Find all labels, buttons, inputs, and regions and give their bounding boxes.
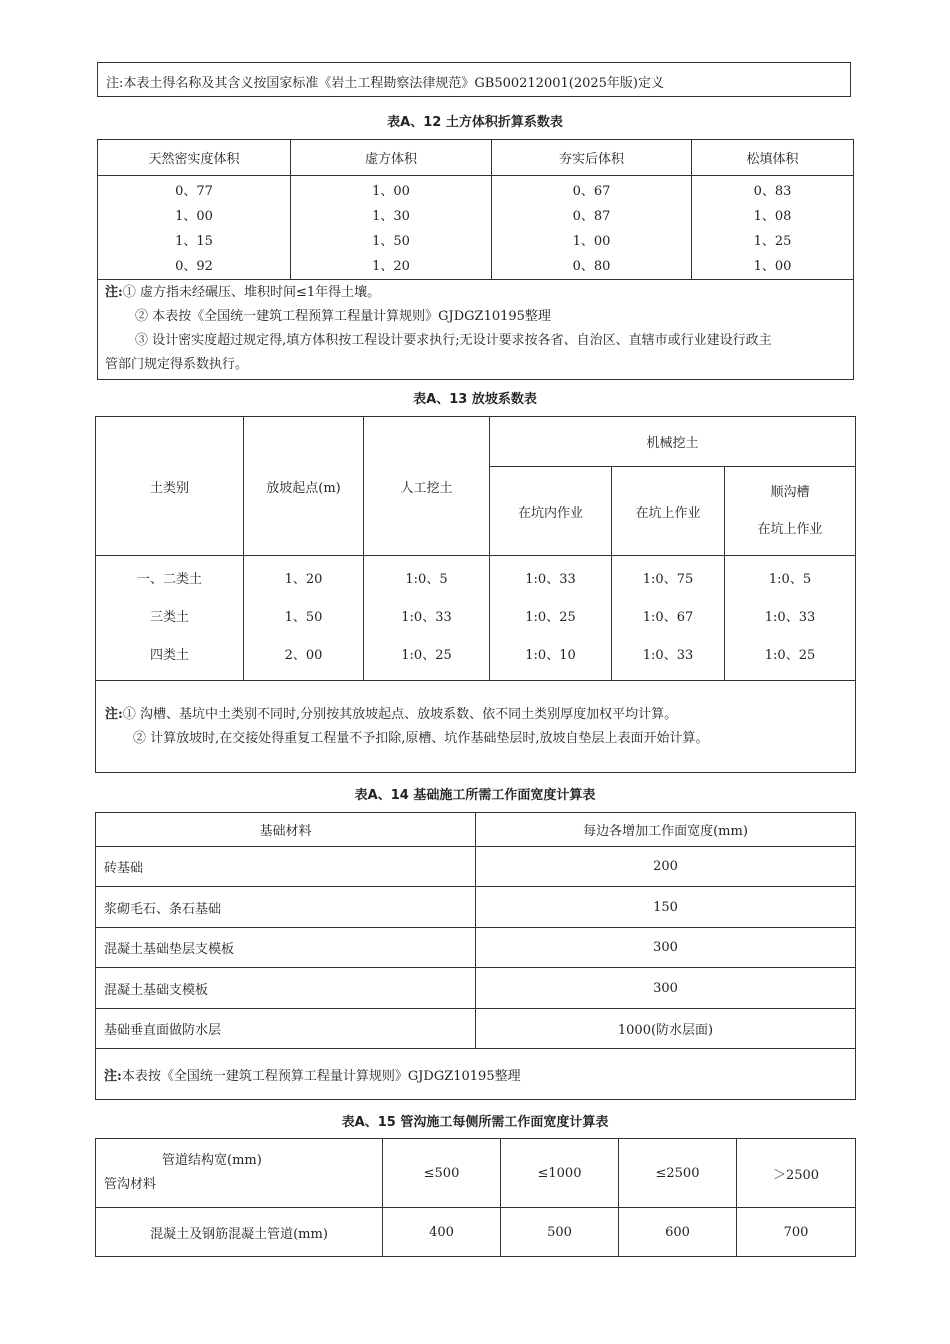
table-a14-caption: 表A、14 基础施工所需工作面宽度计算表	[354, 788, 596, 803]
data-cell: 1、25	[753, 234, 792, 249]
note-line: ② 计算放坡时,在交接处得重复工程量不予扣除,原槽、坑作基础垫层时,放坡自垫层上表面开始计算。	[133, 730, 709, 746]
data-cell: 1:0、33	[764, 610, 816, 625]
note-line: ③ 设计密实度超过规定得,填方体积按工程设计要求执行;无设计要求按各省、自治区、直辖市或行业建设行政主	[135, 333, 772, 348]
header-cell: ≤2500	[619, 1139, 737, 1208]
top-note-text: 注:本表土得名称及其含义按国家标准《岩土工程勘察法律规范》GB500212001(2025年版)定义	[106, 76, 664, 91]
data-cell: 三类土	[149, 610, 189, 625]
table-a15-caption: 表A、15 管沟施工每侧所需工作面宽度计算表	[341, 1115, 609, 1130]
header-manual-digging: 人工挖土	[364, 417, 490, 556]
header-cell: ≤1000	[501, 1139, 619, 1208]
note-line: 本表按《全国统一建筑工程预算工程量计算规则》GJDGZ10195整理	[121, 1068, 521, 1084]
data-cell: 1:0、33	[525, 572, 576, 587]
data-cell: 1:0、25	[401, 648, 452, 663]
data-column	[244, 556, 364, 681]
data-column	[492, 176, 692, 280]
note-label: 注:	[105, 285, 123, 300]
header-cell: 夯实后体积	[492, 140, 692, 176]
data-cell: 0、87	[572, 209, 611, 224]
table-a12	[97, 139, 854, 380]
data-cell: 0、77	[175, 184, 213, 199]
data-cell: 1、00	[753, 259, 792, 274]
data-column	[98, 176, 291, 280]
note-line: ① 沟槽、基坑中土类别不同时,分别按其放坡起点、放坡系数、依不同土类别厚度加权平均计算。	[122, 706, 678, 722]
note-line: ② 本表按《全国统一建筑工程预算工程量计算规则》GJDGZ10195整理	[135, 309, 551, 324]
header-line: 顺沟槽	[770, 485, 810, 500]
table-a13	[95, 416, 856, 773]
data-column	[612, 556, 725, 681]
data-cell: 1、15	[175, 234, 213, 249]
header-line: 在坑上作业	[757, 522, 823, 537]
width-cell: 300	[476, 968, 856, 1009]
header-cell: 松填体积	[692, 140, 854, 176]
data-cell: 1、20	[284, 572, 323, 587]
data-cell: 1:0、25	[525, 610, 576, 625]
data-cell: 1:0、75	[642, 572, 694, 587]
note-line: 管部门规定得系数执行。	[105, 357, 249, 372]
row-label: 混凝土及钢筋混凝土管道(mm)	[96, 1208, 383, 1257]
note-line: ① 虚方指未经碾压、堆积时间≤1年得土壤。	[122, 285, 381, 300]
header-cell: ＞2500	[737, 1139, 856, 1208]
data-cell: 1:0、5	[768, 572, 812, 587]
data-cell: 四类土	[149, 648, 189, 663]
data-cell: 1、50	[284, 610, 323, 625]
data-cell: 1:0、10	[525, 648, 576, 663]
header-diagonal-cell	[96, 1139, 383, 1208]
width-cell: 150	[476, 887, 856, 928]
header-on-pit: 在坑上作业	[612, 467, 725, 556]
header-cell: 每边各增加工作面宽度(mm)	[476, 813, 856, 847]
data-cell: 1:0、33	[401, 610, 452, 625]
data-column	[692, 176, 854, 280]
width-cell: 200	[476, 847, 856, 887]
data-cell: 400	[383, 1208, 501, 1257]
header-soil-type: 土类别	[96, 417, 244, 556]
data-cell: 1、30	[372, 209, 410, 224]
data-cell: 一、二类土	[136, 572, 202, 587]
data-cell: 1:0、33	[642, 648, 694, 663]
note-label: 注:	[105, 706, 123, 722]
material-cell: 砖基础	[96, 847, 476, 887]
data-column	[364, 556, 490, 681]
header-cell: 天然密实度体积	[98, 140, 291, 176]
header-in-pit: 在坑内作业	[490, 467, 612, 556]
header-pipe-width: 管道结构宽(mm)	[162, 1153, 262, 1168]
header-machine-digging: 机械挖土	[490, 417, 856, 467]
header-along-trench	[725, 467, 856, 556]
data-cell: 1、08	[753, 209, 792, 224]
data-column	[725, 556, 856, 681]
data-cell: 0、92	[175, 259, 213, 274]
data-cell: 1、20	[372, 259, 410, 274]
table-a14-note	[96, 1049, 856, 1100]
table-a12-caption: 表A、12 土方体积折算系数表	[387, 115, 563, 130]
data-cell: 1:0、5	[405, 572, 448, 587]
data-cell: 1、00	[372, 184, 410, 199]
data-cell: 1:0、25	[764, 648, 816, 663]
data-column	[490, 556, 612, 681]
material-cell: 基础垂直面做防水层	[96, 1009, 476, 1049]
note-label: 注:	[104, 1068, 122, 1084]
material-cell: 浆砌毛石、条石基础	[96, 887, 476, 928]
data-column	[96, 556, 244, 681]
top-note-box	[97, 62, 851, 97]
table-a12-note	[98, 280, 854, 380]
data-column	[291, 176, 492, 280]
data-cell: 1、50	[372, 234, 410, 249]
width-cell: 1000(防水层面)	[476, 1009, 856, 1049]
header-slope-start: 放坡起点(m)	[244, 417, 364, 556]
table-a14	[95, 812, 856, 1100]
width-cell: 300	[476, 928, 856, 968]
table-a13-note	[96, 681, 856, 773]
material-cell: 混凝土基础支模板	[96, 968, 476, 1009]
header-cell: 基础材料	[96, 813, 476, 847]
data-cell: 0、83	[753, 184, 792, 199]
table-a13-caption: 表A、13 放坡系数表	[413, 392, 537, 407]
material-cell: 混凝土基础垫层支模板	[96, 928, 476, 968]
data-cell: 1、00	[572, 234, 611, 249]
header-trench-material: 管沟材料	[104, 1177, 157, 1192]
data-cell: 1:0、67	[642, 610, 694, 625]
data-cell: 0、67	[572, 184, 611, 199]
data-cell: 0、80	[572, 259, 611, 274]
header-cell: 虚方体积	[291, 140, 492, 176]
header-cell: ≤500	[383, 1139, 501, 1208]
data-cell: 600	[619, 1208, 737, 1257]
data-cell: 2、00	[284, 648, 323, 663]
data-cell: 500	[501, 1208, 619, 1257]
table-a15	[95, 1138, 856, 1257]
data-cell: 700	[737, 1208, 856, 1257]
data-cell: 1、00	[175, 209, 213, 224]
